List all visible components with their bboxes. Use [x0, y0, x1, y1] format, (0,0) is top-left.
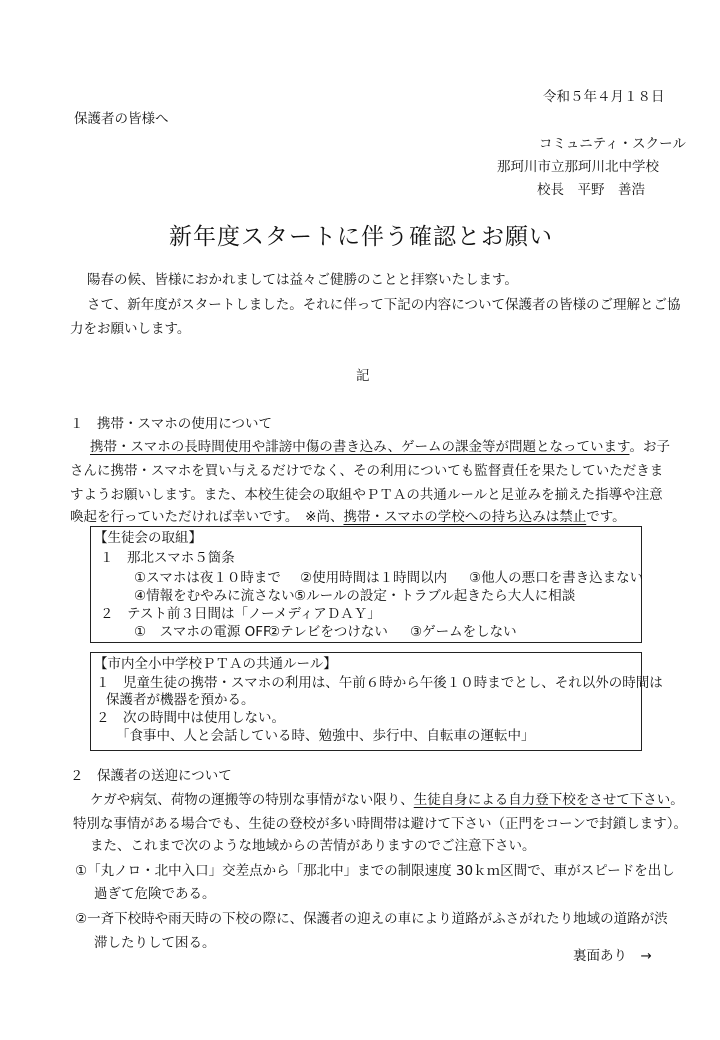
section1-para-line-1: 携帯・スマホの長時間使用や誹謗中傷の書き込み、ゲームの課金等が問題となっています。お子	[90, 439, 670, 455]
date: 令和５年４月１８日	[543, 89, 665, 105]
no-media-rule-3: ③ゲームをしない	[410, 624, 517, 640]
no-media-rule-2: ②テレビをつけない	[268, 624, 388, 640]
no-media-rule-1: ① スマホの電源 OFF	[134, 624, 271, 640]
section1-heading: １ 携帯・スマホの使用について	[70, 416, 272, 432]
section1-para-line-4: 喚起を行っていただければ幸いです。 ※尚、携帯・スマホの学校への持ち込みは禁止です。	[70, 509, 626, 525]
rule-1: ①スマホは夜１０時まで	[134, 570, 281, 586]
section2-para-line-1: ケガや病気、荷物の運搬等の特別な事情がない限り、生徒自身による自力登下校をさせて下さい。	[90, 792, 684, 808]
rule-5: ⑤ルールの設定・トラブル起きたら大人に相談	[294, 588, 576, 604]
pta-rule-2: ２ 次の時間中は使用しない。	[96, 710, 285, 726]
section1-para-line-3: すようお願いします。また、本校生徒会の取組やＰＴＡの共通ルールと足並みを揃えた指導や注意	[70, 487, 663, 503]
sender-principal: 校長 平野 善浩	[537, 182, 645, 198]
section1-para-line-2: さんに携帯・スマホを買い与えるだけでなく、その利用についても監督責任を果たしていただきま	[70, 463, 664, 479]
intro-line-1: 陽春の候、皆様におかれましては益々ご健勝のことと拝察いたします。	[87, 272, 518, 288]
complaint-1-line-2: 過ぎて危険である。	[94, 886, 216, 902]
rule-3: ③他人の悪口を書き込まない	[469, 570, 644, 586]
addressee: 保護者の皆様へ	[74, 111, 169, 127]
section2-para-line-3: また、これまで次のような地域からの苦情がありますのでご注意下さい。	[90, 838, 536, 854]
continued-on-back: 裏面あり →	[573, 948, 652, 964]
self-commute-request: 生徒自身による自力登下校をさせて下さい	[413, 792, 671, 808]
complaint-2-line-1: ②一斉下校時や雨天時の下校の際に、保護者の迎えの車により道路がふさがれたり地域の道路が渋	[75, 911, 668, 927]
pta-rules-title: 【市内全小中学校ＰＴＡの共通ルール】	[94, 656, 337, 672]
ki-marker: 記	[356, 368, 370, 384]
smartphone-rules-heading: １ 那北スマホ５箇条	[100, 550, 235, 566]
student-council-title: 【生徒会の取組】	[94, 530, 202, 546]
pta-rule-2-detail: 「食事中、人と会話している時、勉強中、歩行中、自転車の運転中」	[116, 728, 535, 744]
rule-2: ②使用時間は１時間以内	[300, 570, 448, 586]
sender-org: コミュニティ・スクール	[539, 136, 686, 152]
intro-line-2: さて、新年度がスタートしました。それに伴って下記の内容について保護者の皆様のご理解とご協	[87, 297, 681, 313]
section2-para-line-2: 特別な事情がある場合でも、生徒の登校が多い時間帯は避けて下さい（正門をコーンで封鎖します）。	[73, 816, 687, 832]
intro-line-3: 力をお願いします。	[70, 321, 191, 337]
pta-rule-1-line-2: 保護者が機器を預かる。	[106, 692, 255, 708]
pta-rule-1-line-1: １ 児童生徒の携帯・スマホの利用は、午前６時から午後１０時までとし、それ以外の時間は	[96, 675, 663, 691]
complaint-2-line-2: 滞したりして困る。	[94, 935, 216, 951]
page-title: 新年度スタートに伴う確認とお願い	[169, 224, 553, 250]
rule-4: ④情報をむやみに流さない	[134, 588, 295, 604]
sender-school: 那珂川市立那珂川北中学校	[497, 159, 659, 175]
complaint-1-line-1: ①「丸ノロ・北中入口」交差点から「那北中」までの制限速度 30ｋｍ区間で、車がスピードを出し	[75, 863, 675, 879]
no-media-day-heading: ２ テスト前３日間は「ノーメディアＤＡＹ」	[100, 606, 381, 622]
section1-emphasis: 携帯・スマホの長時間使用や誹謗中傷の書き込み、ゲームの課金等が問題となっています	[90, 439, 630, 455]
section2-heading: ２ 保護者の送迎について	[70, 768, 232, 784]
phone-ban-notice: 携帯・スマホの学校への持ち込みは禁止	[343, 509, 587, 525]
